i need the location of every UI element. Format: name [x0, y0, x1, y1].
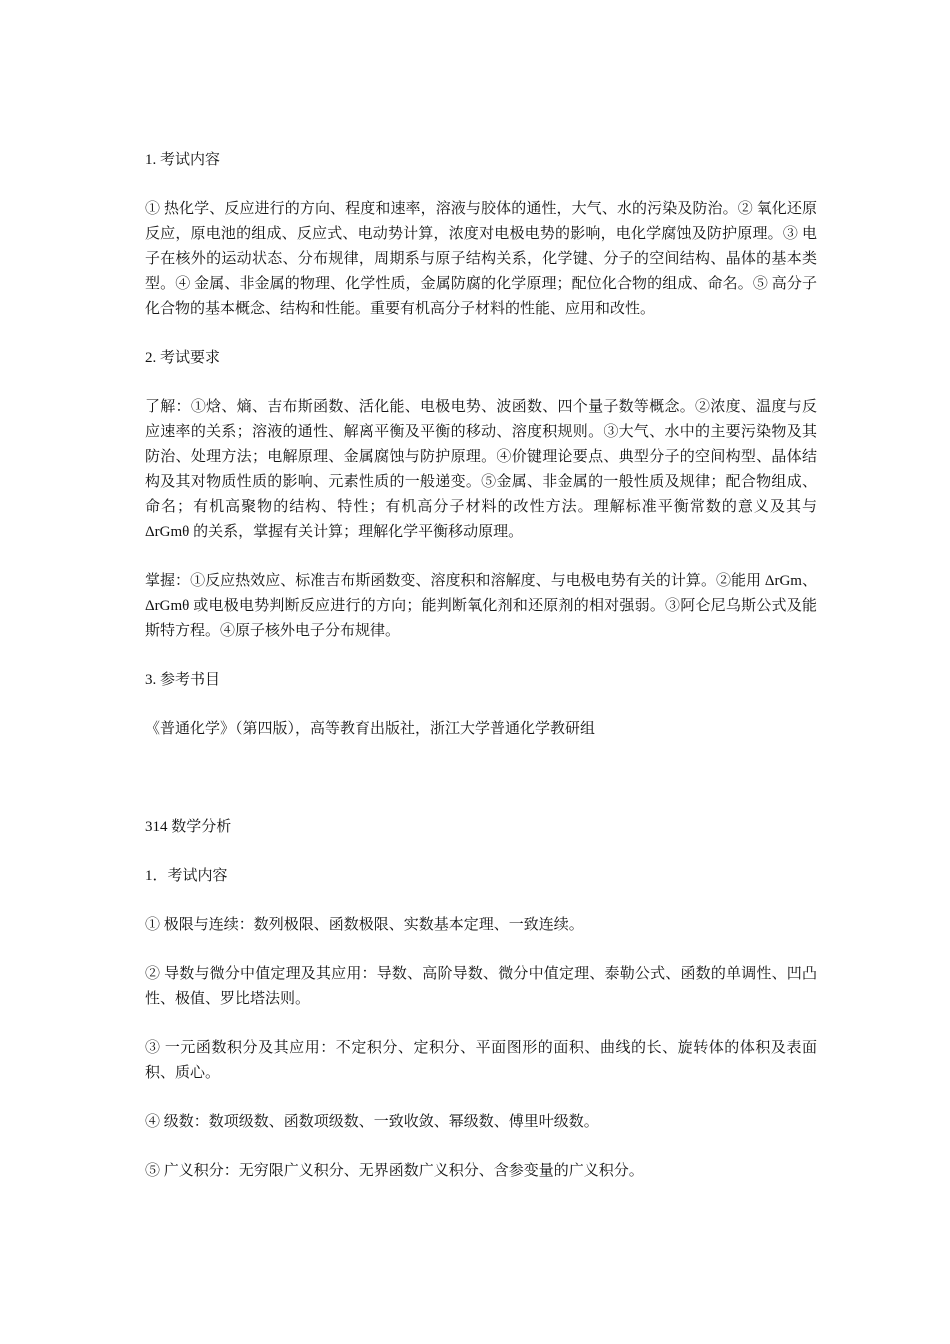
document-page: [145, 148, 817, 1208]
exam-content-paragraph: ① 热化学、反应进行的方向、程度和速率，溶液与胶体的通性，大气、水的污染及防治。② 氧化还原反应，原电池的组成、反应式、电动势计算，浓度对电极电势的影响，电化学腐蚀及防护原理。③ 电子在核外的运动状态、分布规律，周期系与原子结构关系，化学键、分子的空间结构、晶体的基本类型。④ 金属、非金属的物理、化学性质，金属防腐的化学原理；配位化合物的组成、命名。⑤ 高分子化合物的基本概念、结构和性能。重要有机高分子材料的性能、应用和改性。: [145, 201, 817, 317]
math-section-heading-exam-content: 1．考试内容: [145, 868, 228, 884]
reference-book: 《普通化学》（第四版），高等教育出版社，浙江大学普通化学教研组: [145, 721, 596, 737]
requirements-master-paragraph: 掌握：①反应热效应、标准吉布斯函数变、溶度积和溶解度、与电极电势有关的计算。②能用 ΔrGm、ΔrGmθ 或电极电势判断反应进行的方向；能判断氧化剂和还原剂的相对强弱。③阿仑尼乌斯公式及能斯特方程。④原子核外电子分布规律。: [145, 573, 817, 639]
math-topic-item: ① 极限与连续：数列极限、函数极限、实数基本定理、一致连续。: [145, 917, 584, 933]
math-topic-item: ⑤ 广义积分：无穷限广义积分、无界函数广义积分、含参变量的广义积分。: [145, 1163, 644, 1179]
math-topic-item: ④ 级数：数项级数、函数项级数、一致收敛、幂级数、傅里叶级数。: [145, 1114, 599, 1130]
section-heading-exam-content: 1. 考试内容: [145, 152, 221, 168]
section-heading-references: 3. 参考书目: [145, 672, 221, 688]
blank-line: [145, 766, 817, 791]
subject-title: 314 数学分析: [145, 819, 232, 835]
math-topic-item: ② 导数与微分中值定理及其应用：导数、高阶导数、微分中值定理、泰勒公式、函数的单调性、凹凸性、极值、罗比塔法则。: [145, 966, 817, 1007]
requirements-understand-paragraph: 了解：①焓、熵、吉布斯函数、活化能、电极电势、波函数、四个量子数等概念。②浓度、温度与反应速率的关系；溶液的通性、解离平衡及平衡的移动、溶度积规则。③大气、水中的主要污染物及其防治、处理方法；电解原理、金属腐蚀与防护原理。④价键理论要点、典型分子的空间构型、晶体结构及其对物质性质的影响、元素性质的一般递变。⑤金属、非金属的一般性质及规律；配合物组成、命名；有机高聚物的结构、特性；有机高分子材料的改性方法。理解标准平衡常数的意义及其与 ΔrGmθ 的关系，掌握有关计算；理解化学平衡移动原理。: [145, 399, 817, 540]
section-heading-exam-requirements: 2. 考试要求: [145, 350, 221, 366]
math-topic-item: ③ 一元函数积分及其应用：不定积分、定积分、平面图形的面积、曲线的长、旋转体的体积及表面积、质心。: [145, 1040, 817, 1081]
